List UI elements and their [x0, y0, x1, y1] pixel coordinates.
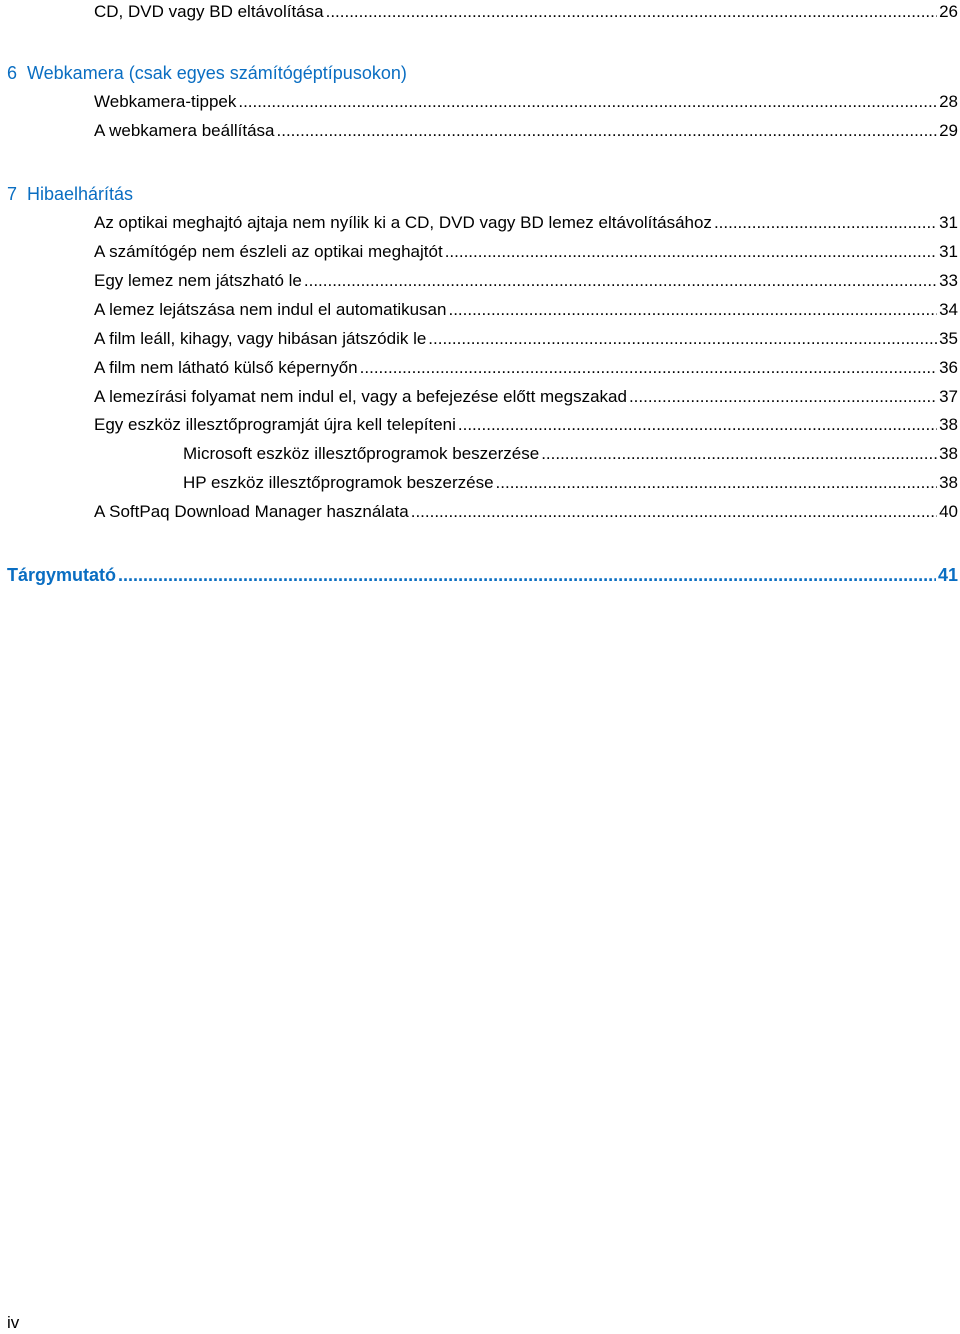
- toc-entry-title: Microsoft eszköz illesztőprogramok beszerzése: [183, 444, 540, 463]
- toc-entry-title: A lemezírási folyamat nem indul el, vagy a befejezése előtt megszakad: [94, 387, 627, 406]
- chapter-title: Hibaelhárítás: [27, 184, 134, 204]
- chapter-number: 7: [7, 184, 18, 204]
- toc-entry-title: A film nem látható külső képernyőn: [94, 358, 358, 377]
- toc-entry-title: A számítógép nem észleli az optikai meghajtót: [94, 242, 443, 261]
- index-title: Tárgymutató: [7, 565, 117, 585]
- toc-entry-title: Az optikai meghajtó ajtaja nem nyílik ki a CD, DVD vagy BD lemez eltávolításához: [94, 213, 712, 232]
- toc-entry[interactable]: [94, 356, 958, 380]
- toc-page-number: 34: [939, 300, 958, 319]
- toc-dot-leader: [411, 500, 937, 524]
- page-number-footer: iv: [7, 1313, 20, 1332]
- toc-page-number: 31: [939, 213, 958, 232]
- toc-dot-leader: [629, 385, 937, 409]
- toc-entry-title: Webkamera-tippek: [94, 92, 237, 111]
- toc-entry-title: CD, DVD vagy BD eltávolítása: [94, 2, 324, 21]
- toc-dot-leader: [326, 0, 937, 24]
- toc-entry-title: A lemez lejátszása nem indul el automatikusan: [94, 300, 447, 319]
- toc-page-number: 33: [939, 271, 958, 290]
- toc-page-number: 36: [939, 358, 958, 377]
- toc-dot-leader: [360, 356, 937, 380]
- chapter-heading-7[interactable]: [7, 181, 133, 207]
- toc-entry-title: A webkamera beállítása: [94, 121, 275, 140]
- toc-page-number: 37: [939, 387, 958, 406]
- toc-dot-leader: [277, 119, 938, 143]
- toc-dot-leader: [445, 240, 937, 264]
- toc-page-number: 38: [939, 473, 958, 492]
- chapter-heading-6[interactable]: [7, 60, 407, 86]
- index-page-number: 41: [937, 565, 958, 585]
- toc-dot-leader: [541, 442, 937, 466]
- chapter-number: 6: [7, 63, 18, 83]
- toc-page-number: 31: [939, 242, 958, 261]
- toc-entry[interactable]: [94, 90, 958, 114]
- toc-page-number: 29: [939, 121, 958, 140]
- toc-entry[interactable]: [94, 240, 958, 264]
- toc-dot-leader: [118, 562, 936, 588]
- toc-page-number: 28: [939, 92, 958, 111]
- toc-subentry[interactable]: [183, 442, 958, 466]
- toc-entry[interactable]: [94, 413, 958, 437]
- toc-subentry[interactable]: [183, 471, 958, 495]
- toc-entry-title: Egy eszköz illesztőprogramját újra kell telepíteni: [94, 415, 456, 434]
- toc-entry[interactable]: [94, 500, 958, 524]
- toc-entry-title: HP eszköz illesztőprogramok beszerzése: [183, 473, 494, 492]
- toc-entry[interactable]: [94, 0, 958, 24]
- toc-dot-leader: [238, 90, 937, 114]
- toc-entry[interactable]: [94, 327, 958, 351]
- toc-entry-title: Egy lemez nem játszható le: [94, 271, 302, 290]
- toc-entry[interactable]: [94, 385, 958, 409]
- toc-entry[interactable]: [94, 211, 958, 235]
- toc-page-number: 38: [939, 444, 958, 463]
- toc-dot-leader: [448, 298, 937, 322]
- toc-entry[interactable]: [94, 269, 958, 293]
- toc-entry-title: A film leáll, kihagy, vagy hibásan játszódik le: [94, 329, 427, 348]
- toc-page-number: 38: [939, 415, 958, 434]
- toc-entry[interactable]: [94, 298, 958, 322]
- toc-page-number: 26: [939, 2, 958, 21]
- toc-dot-leader: [304, 269, 937, 293]
- toc-dot-leader: [428, 327, 937, 351]
- toc-page-number: 35: [939, 329, 958, 348]
- chapter-title: Webkamera (csak egyes számítógéptípusokon): [27, 63, 407, 83]
- toc-entry-title: A SoftPaq Download Manager használata: [94, 502, 409, 521]
- toc-entry[interactable]: [94, 119, 958, 143]
- toc-dot-leader: [496, 471, 938, 495]
- toc-dot-leader: [458, 413, 937, 437]
- toc-index-entry[interactable]: [7, 562, 958, 588]
- toc-page-number: 40: [939, 502, 958, 521]
- toc-dot-leader: [714, 211, 937, 235]
